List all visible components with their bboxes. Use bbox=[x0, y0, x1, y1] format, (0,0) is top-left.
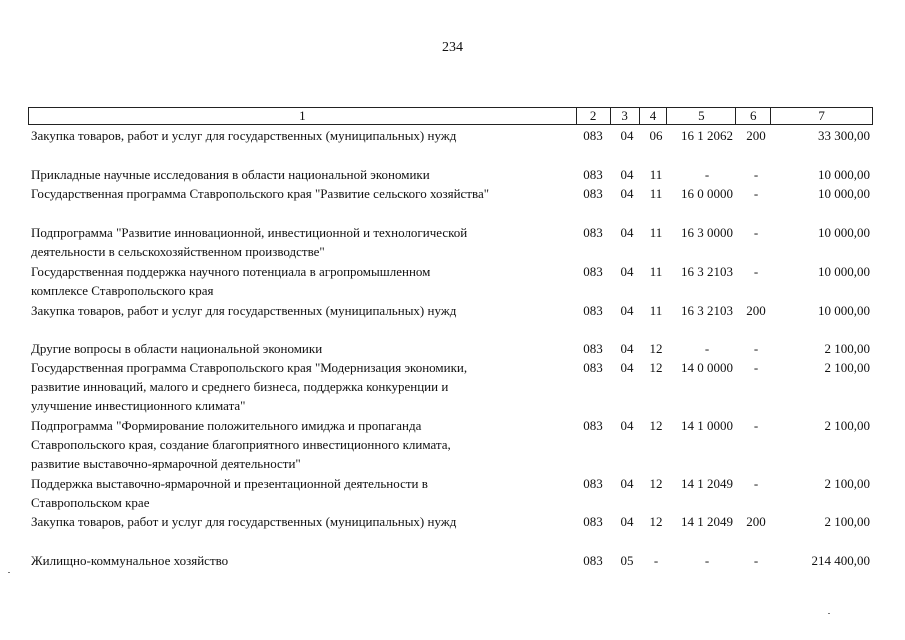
amount: 2 100,00 bbox=[824, 341, 870, 356]
section-code: 05 bbox=[620, 553, 634, 568]
section-code: 04 bbox=[620, 341, 634, 356]
section-code: 04 bbox=[620, 418, 634, 433]
header-col-3: 3 bbox=[611, 108, 640, 124]
ministry-code: 083 bbox=[583, 476, 603, 491]
target-article-code: 16 3 0000 bbox=[681, 225, 733, 240]
ministry-code: 083 bbox=[583, 514, 603, 529]
target-article-code: - bbox=[704, 553, 710, 568]
header-col-6: 6 bbox=[736, 108, 771, 124]
section-code: 04 bbox=[620, 128, 634, 143]
ministry-code: 083 bbox=[583, 341, 603, 356]
target-article-code: 16 0 0000 bbox=[681, 186, 733, 201]
ministry-code: 083 bbox=[583, 128, 603, 143]
row-description: Закупка товаров, работ и услуг для государственных (муниципальных) нужд bbox=[31, 303, 457, 318]
amount: 2 100,00 bbox=[824, 476, 870, 491]
ministry-code: 083 bbox=[583, 360, 603, 375]
expense-type-code: 200 bbox=[746, 128, 766, 143]
row-description: Государственная поддержка научного потенциала в агропромышленном комплексе Ставропольского края bbox=[31, 264, 431, 298]
section-code: 04 bbox=[620, 360, 634, 375]
amount: 214 400,00 bbox=[811, 553, 870, 568]
amount: 33 300,00 bbox=[818, 128, 870, 143]
subsection-code: 11 bbox=[649, 264, 663, 279]
row-description: Подпрограмма "Развитие инновационной, инвестиционной и технологической деятельности в сельскохозяйственном производстве" bbox=[31, 225, 468, 259]
section-code: 04 bbox=[620, 476, 634, 491]
row-description: Закупка товаров, работ и услуг для государственных (муниципальных) нужд bbox=[31, 128, 457, 143]
target-article-code: 16 3 2103 bbox=[681, 264, 733, 279]
header-col-5: 5 bbox=[667, 108, 736, 124]
header-col-7: 7 bbox=[818, 108, 825, 123]
subsection-code: 12 bbox=[649, 418, 663, 433]
section-code: 04 bbox=[620, 514, 634, 529]
target-article-code: - bbox=[704, 341, 710, 356]
amount: 10 000,00 bbox=[818, 303, 870, 318]
ministry-code: 083 bbox=[583, 264, 603, 279]
expense-type-code: - bbox=[753, 476, 759, 491]
ministry-code: 083 bbox=[583, 553, 603, 568]
amount: 10 000,00 bbox=[818, 167, 870, 182]
amount: 10 000,00 bbox=[818, 264, 870, 279]
expense-type-code: - bbox=[753, 225, 759, 240]
target-article-code: 16 3 2103 bbox=[681, 303, 733, 318]
header-col-2: 2 bbox=[577, 108, 611, 124]
expense-type-code: - bbox=[753, 167, 759, 182]
target-article-code: 14 1 0000 bbox=[681, 418, 733, 433]
row-description: Подпрограмма "Формирование положительного имиджа и пропаганда Ставропольского края, создание благоприятного инвестиционного климата, развитие выставочно-ярмарочной деятельности" bbox=[31, 418, 451, 471]
scan-speck bbox=[828, 613, 830, 614]
row-description: Другие вопросы в области национальной экономики bbox=[31, 341, 323, 356]
header-col-4: 4 bbox=[640, 108, 668, 124]
section-code: 04 bbox=[620, 167, 634, 182]
ministry-code: 083 bbox=[583, 303, 603, 318]
expense-type-code: - bbox=[753, 553, 759, 568]
subsection-code: - bbox=[653, 553, 659, 568]
section-code: 04 bbox=[620, 303, 634, 318]
subsection-code: 12 bbox=[649, 360, 663, 375]
expense-type-code: - bbox=[753, 341, 759, 356]
row-description: Поддержка выставочно-ярмарочной и презентационной деятельности в Ставропольском крае bbox=[31, 476, 428, 510]
amount: 2 100,00 bbox=[824, 360, 870, 375]
row-description: Закупка товаров, работ и услуг для государственных (муниципальных) нужд bbox=[31, 514, 457, 529]
row-description: Прикладные научные исследования в области национальной экономики bbox=[31, 167, 430, 182]
section-code: 04 bbox=[620, 225, 634, 240]
amount: 2 100,00 bbox=[824, 514, 870, 529]
scan-speck bbox=[8, 572, 10, 573]
expense-type-code: - bbox=[753, 418, 759, 433]
amount: 2 100,00 bbox=[824, 418, 870, 433]
target-article-code: 14 0 0000 bbox=[681, 360, 733, 375]
subsection-code: 12 bbox=[649, 514, 663, 529]
row-description: Жилищно-коммунальное хозяйство bbox=[31, 553, 229, 568]
section-code: 04 bbox=[620, 264, 634, 279]
subsection-code: 11 bbox=[649, 186, 663, 201]
ministry-code: 083 bbox=[583, 225, 603, 240]
ministry-code: 083 bbox=[583, 167, 603, 182]
target-article-code: 16 1 2062 bbox=[681, 128, 733, 143]
expense-type-code: - bbox=[753, 264, 759, 279]
subsection-code: 11 bbox=[649, 225, 663, 240]
table-header bbox=[28, 107, 873, 125]
expense-type-code: - bbox=[753, 186, 759, 201]
section-code: 04 bbox=[620, 186, 634, 201]
expense-type-code: - bbox=[753, 360, 759, 375]
expense-type-code: 200 bbox=[746, 303, 766, 318]
row-description: Государственная программа Ставропольского края "Развитие сельского хозяйства" bbox=[31, 186, 490, 201]
target-article-code: 14 1 2049 bbox=[681, 476, 733, 491]
subsection-code: 11 bbox=[649, 303, 663, 318]
target-article-code: - bbox=[704, 167, 710, 182]
subsection-code: 12 bbox=[649, 476, 663, 491]
subsection-code: 11 bbox=[649, 167, 663, 182]
ministry-code: 083 bbox=[583, 418, 603, 433]
expense-type-code: 200 bbox=[746, 514, 766, 529]
ministry-code: 083 bbox=[583, 186, 603, 201]
header-col-1: 1 bbox=[29, 108, 577, 124]
target-article-code: 14 1 2049 bbox=[681, 514, 733, 529]
amount: 10 000,00 bbox=[818, 225, 870, 240]
subsection-code: 06 bbox=[649, 128, 663, 143]
page-number: 234 bbox=[442, 40, 463, 55]
amount: 10 000,00 bbox=[818, 186, 870, 201]
subsection-code: 12 bbox=[649, 341, 663, 356]
row-description: Государственная программа Ставропольского края "Модернизация экономики, развитие инноваций, малого и среднего бизнеса, поддержка конкуренции и улучшение инвестиционного климата" bbox=[31, 360, 468, 413]
